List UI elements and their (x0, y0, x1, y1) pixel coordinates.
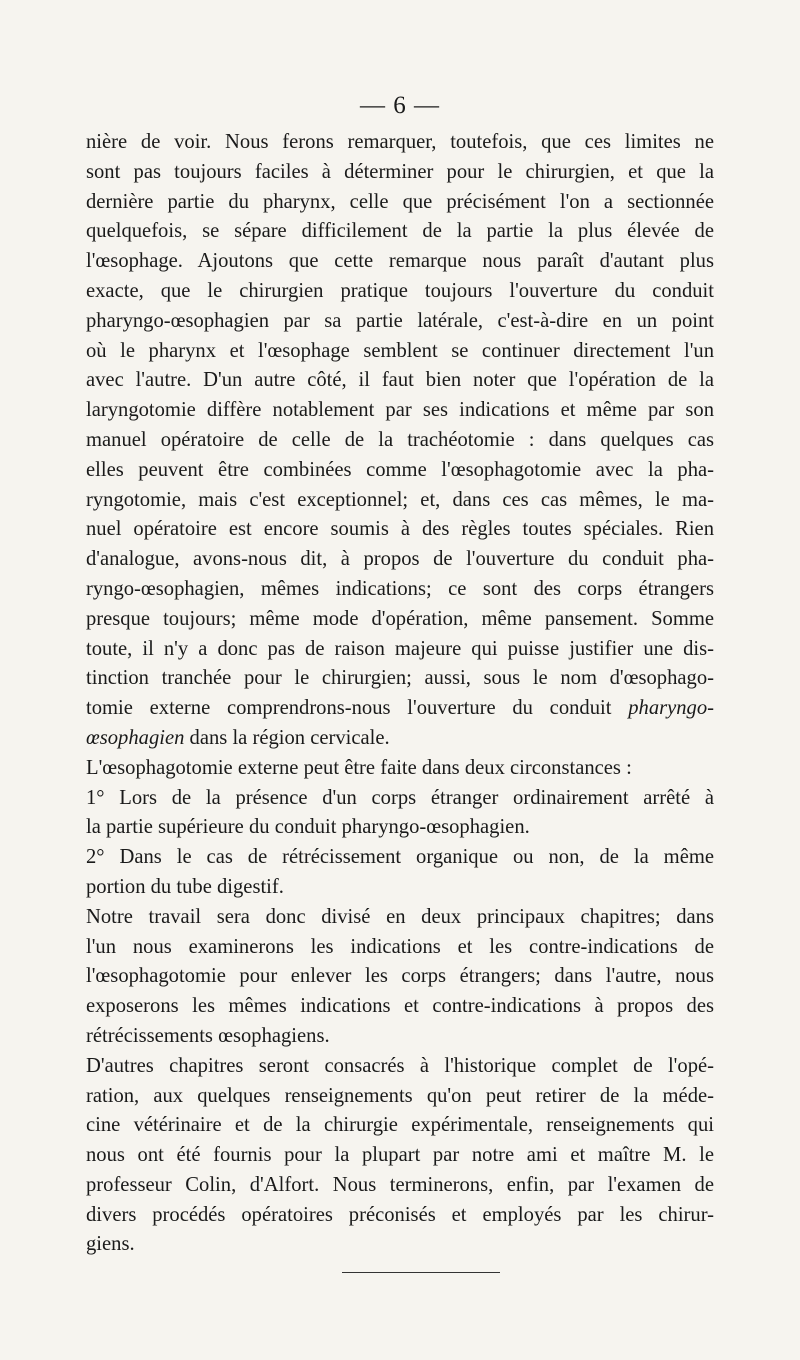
text-line: d'analogue, avons-nous dit, à propos de l'ouverture du conduit pha- (86, 548, 714, 571)
text-line: portion du tube digestif. (86, 875, 284, 898)
text-line (86, 724, 714, 754)
text-line: professeur Colin, d'Alfort. Nous terminerons, enfin, par l'examen de (86, 1173, 714, 1196)
section-divider (342, 1272, 500, 1273)
text-line (86, 694, 714, 724)
text-line: la partie supérieure du conduit pharyngo-œsophagien. (86, 816, 530, 839)
italic-term: pharyngo- (628, 697, 715, 720)
text-line: nous ont été fournis pour la plupart par notre ami et maître M. le (86, 1144, 714, 1167)
text-line: quelquefois, se sépare difficilement de la partie la plus élevée de (86, 220, 714, 243)
text-line: exposerons les mêmes indications et contre-indications à propos des (86, 995, 714, 1018)
text-line: sont pas toujours faciles à déterminer pour le chirurgien, et que la (86, 160, 714, 183)
text-line: Notre travail sera donc divisé en deux principaux chapitres; dans (86, 905, 714, 928)
text-line: nière de voir. Nous ferons remarquer, toutefois, que ces limites ne (86, 131, 714, 153)
text-line: avec l'autre. D'un autre côté, il faut bien noter que l'opération de la (86, 369, 714, 392)
text-line: où le pharynx et l'œsophage semblent se continuer directement l'un (86, 339, 714, 362)
italic-term: œsophagien (86, 726, 185, 749)
text-line: 1° Lors de la présence d'un corps étranger ordinairement arrêté à (86, 786, 714, 809)
text-line: divers procédés opératoires préconisés et employés par les chirur- (86, 1203, 714, 1226)
text-line: nuel opératoire est encore soumis à des règles toutes spéciales. Rien (86, 518, 714, 541)
text-line: manuel opératoire de celle de la trachéotomie : dans quelques cas (86, 428, 714, 451)
text-line: l'œsophage. Ajoutons que cette remarque nous paraît d'autant plus (86, 250, 714, 273)
text-line: toute, il n'y a donc pas de raison majeure qui puisse justifier une dis- (86, 637, 714, 660)
text-line: giens. (86, 1233, 135, 1256)
text-line: L'œsophagotomie externe peut être faite dans deux circonstances : (86, 756, 632, 779)
text-line: l'un nous examinerons les indications et les contre-indications de (86, 935, 714, 958)
text-line: presque toujours; même mode d'opération, même pansement. Somme (86, 607, 714, 630)
text-line: elles peuvent être combinées comme l'œsophagotomie avec la pha- (86, 458, 714, 481)
text-line: D'autres chapitres seront consacrés à l'historique complet de l'opé- (86, 1054, 714, 1077)
text-line: laryngotomie diffère notablement par ses indications et même par son (86, 399, 714, 422)
text-line: 2° Dans le cas de rétrécissement organique ou non, de la même (86, 846, 714, 869)
text-line: dernière partie du pharynx, celle que précisément l'on a sectionnée (86, 190, 714, 213)
text-line: tinction tranchée pour le chirurgien; aussi, sous le nom d'œsophago- (86, 667, 714, 690)
text-segment: tomie externe comprendrons-nous l'ouverture du conduit (86, 697, 612, 720)
text-line: cine vétérinaire et de la chirurgie expérimentale, renseignements qui (86, 1114, 714, 1137)
text-line: exacte, que le chirurgien pratique toujours l'ouverture du conduit (86, 279, 714, 302)
page-number: — 6 — (360, 92, 440, 119)
text-segment: dans la région cervicale. (184, 726, 390, 749)
text-line: l'œsophagotomie pour enlever les corps étrangers; dans l'autre, nous (86, 965, 714, 988)
text-line: ryngotomie, mais c'est exceptionnel; et, dans ces cas mêmes, le ma- (86, 488, 714, 511)
text-line: ration, aux quelques renseignements qu'on peut retirer de la méde- (86, 1084, 714, 1107)
text-line: ryngo-œsophagien, mêmes indications; ce sont des corps étrangers (86, 577, 714, 600)
body-text (86, 128, 714, 1260)
text-line: rétrécissements œsophagiens. (86, 1024, 330, 1047)
text-line: pharyngo-œsophagien par sa partie latérale, c'est-à-dire en un point (86, 309, 714, 332)
